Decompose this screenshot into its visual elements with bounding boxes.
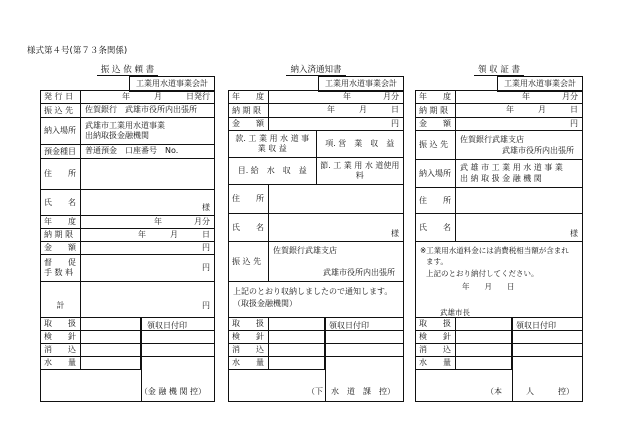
account-label: 工業用水道事業会計 xyxy=(497,76,583,92)
fiscal-year-row: 年 度 年 月分 xyxy=(41,216,214,229)
receipt-panel xyxy=(415,59,583,402)
receipt-notice-row: 上記のとおり収納しましたので通知します。 （取扱金融機関） xyxy=(229,282,403,318)
name-row: 氏 名 様 xyxy=(41,190,214,216)
account-item-row-1: 款. 工 業 用 水 道 事 業 収 益 項. 営 業 収 益 xyxy=(229,131,403,158)
transfer-destination-row: 振 込 先 佐賀銀行 武雄市役所内出張所 xyxy=(41,104,214,118)
reconcile-row: 消 込 xyxy=(416,344,582,357)
name-row: 氏 名 様 xyxy=(229,214,403,242)
address-row: 住 所 xyxy=(41,159,214,190)
reconcile-row: 消 込 xyxy=(229,344,403,357)
address-row: 住 所 xyxy=(416,188,582,214)
receipt-stamp-label: 領収日付印 xyxy=(516,321,556,330)
meter-check-row: 検 針 xyxy=(41,331,214,344)
meter-check-row: 検 針 xyxy=(229,331,403,344)
account-item-row-2: 目. 給 水 収 益 節. 工 業 用 水 道使用料 xyxy=(229,158,403,185)
total-row: 計 円 xyxy=(41,282,214,318)
fiscal-year-row: 年 度 年 月分 xyxy=(416,91,582,104)
water-volume-row: 水 量 xyxy=(229,357,403,401)
handling-row: 取 扱 xyxy=(229,318,403,331)
receipt-stamp-label: 領収日付印 xyxy=(147,321,187,330)
panel-title: 振 込 依 頼 書 xyxy=(97,65,158,76)
deposit-type-row: 預金種目 普通預金 口座番号 No. xyxy=(41,145,214,159)
water-volume-row: 水 量 xyxy=(41,357,214,401)
amount-row: 金 額 円 xyxy=(229,118,403,131)
handling-row: 取 扱 xyxy=(41,318,214,331)
transfer-destination-row: 振 込 先 佐賀銀行武雄支店 武雄市役所内出張所 xyxy=(229,242,403,282)
receipt-stamp-label: 領収日付印 xyxy=(329,321,369,330)
due-date-row: 納 期 限 年 月 日 xyxy=(41,229,214,242)
form-number: 様式第４号(第７３条関係) xyxy=(27,46,128,56)
reminder-fee-row: 督 促 手 数 料 円 xyxy=(41,255,214,282)
water-volume-row: 水 量 xyxy=(416,357,582,401)
footer-note: （下 水 道 課 控） xyxy=(307,387,395,396)
name-row: 氏 名 様 xyxy=(416,214,582,242)
address-row: 住 所 xyxy=(229,185,403,214)
payment-place-row: 納入場所 武 雄 市 工 業 用 水 道 事 業 出 納 取 扱 金 融 機 関 xyxy=(416,160,582,188)
account-label: 工業用水道事業会計 xyxy=(318,76,404,92)
footer-note: （本 人 控） xyxy=(486,387,574,396)
issue-date-row: 発 行 日 年 月 日発行 xyxy=(41,91,214,104)
panel-title: 領 収 証 書 xyxy=(474,65,524,76)
handling-row: 取 扱 xyxy=(416,318,582,331)
transfer-request-panel xyxy=(40,59,215,402)
panel-title: 納入済通知書 xyxy=(286,65,345,76)
fiscal-year-row: 年 度 年 月分 xyxy=(229,91,403,104)
receipt-notice-row: ※工業用水道料金には消費税相当額が含まれ ます。 上記のとおり納付してください。 年 月 日 武雄市長 xyxy=(416,242,582,318)
due-date-row: 納 期 限 年 月 日 xyxy=(416,104,582,118)
payment-notice-table xyxy=(228,90,404,402)
transfer-destination-row: 振 込 先 佐賀銀行武雄支店 武雄市役所内出張所 xyxy=(416,131,582,160)
amount-row: 金 額 円 xyxy=(41,242,214,255)
amount-row: 金 額 円 xyxy=(416,118,582,131)
reconcile-row: 消 込 xyxy=(41,344,214,357)
payment-notice-panel xyxy=(228,59,404,402)
account-label: 工業用水道事業会計 xyxy=(129,76,215,92)
receipt-table xyxy=(415,90,583,402)
due-date-row: 納 期 限 年 月 日 xyxy=(229,104,403,118)
meter-check-row: 検 針 xyxy=(416,331,582,344)
footer-note: （金 融 機 関 控） xyxy=(139,387,206,396)
transfer-request-table xyxy=(40,90,215,402)
payment-place-row: 納入場所 武雄市工業用水道事業 出納取扱金融機関 xyxy=(41,118,214,145)
